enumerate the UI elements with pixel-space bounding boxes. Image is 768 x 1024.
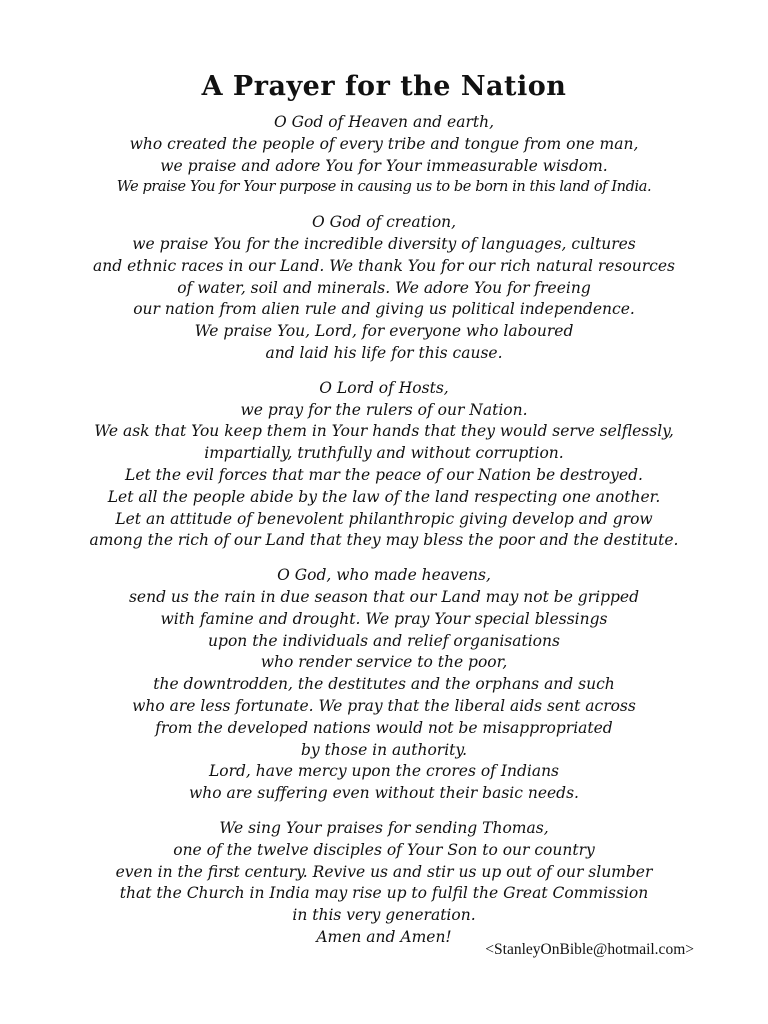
stanza-line: and ethnic races in our Land. We thank You for our rich natural resources [93,256,675,275]
stanza-line: We praise You for Your purpose in causing us to be born in this land of India. [116,179,652,196]
stanza-2 [0,212,768,365]
stanza-line: who render service to the poor, [260,653,508,672]
stanza-line: who created the people of every tribe and tongue from one man, [129,134,639,153]
stanza-line: send us the rain in due season that our Land may not be gripped [128,587,640,606]
stanza-1 [0,112,768,199]
stanza-line: we praise and adore You for Your immeasurable wisdom. [160,156,608,175]
stanza-line: our nation from alien rule and giving us political independence. [133,300,635,319]
stanza-line: of water, soil and minerals. We adore You for freeing [177,278,591,297]
stanza-line: We sing Your praises for sending Thomas, [219,818,549,837]
stanza-4 [0,565,768,805]
stanza-line: in this very generation. [292,906,476,925]
stanza-line: that the Church in India may rise up to fulfil the Great Commission [119,884,649,903]
prayer-body [0,112,768,962]
stanza-line: Amen and Amen! [316,927,452,946]
stanza-line: upon the individuals and relief organisations [208,631,560,650]
stanza-line: the downtrodden, the destitutes and the orphans and such [153,675,615,694]
document-title: A Prayer for the Nation [201,71,567,102]
stanza-line: among the rich of our Land that they may bless the poor and the destitute. [89,531,679,550]
stanza-line: O Lord of Hosts, [319,378,449,397]
stanza-line: who are less fortunate. We pray that the liberal aids sent across [132,696,636,715]
stanza-line: we praise You for the incredible diversity of languages, cultures [132,234,636,253]
stanza-line: and laid his life for this cause. [265,343,503,362]
stanza-line: We praise You, Lord, for everyone who laboured [194,322,574,341]
stanza-line: O God of creation, [311,213,457,232]
stanza-line: Let all the people abide by the law of the land respecting one another. [107,487,661,506]
stanza-line: Lord, have mercy upon the crores of Indians [208,762,560,781]
stanza-line: Let the evil forces that mar the peace of our Nation be destroyed. [125,465,643,484]
stanza-line: O God of Heaven and earth, [274,113,494,131]
stanza-line: who are suffering even without their basic needs. [189,784,579,803]
stanza-line: Let an attitude of benevolent philanthropic giving develop and grow [115,509,653,528]
stanza-5 [0,818,768,949]
stanza-line: even in the first century. Revive us and stir us up out of our slumber [115,862,653,881]
stanza-3 [0,378,768,552]
stanza-line: O God, who made heavens, [277,566,491,585]
stanza-line: with famine and drought. We pray Your special blessings [160,609,608,628]
stanza-line: one of the twelve disciples of Your Son to our country [173,840,595,859]
stanza-line: from the developed nations would not be misappropriated [155,718,613,737]
author-email: <StanleyOnBible@hotmail.com> [485,941,694,958]
stanza-line: by those in authority. [300,740,468,759]
stanza-line: we pray for the rulers of our Nation. [240,400,528,419]
stanza-line: impartially, truthfully and without corruption. [204,444,564,463]
stanza-line: We ask that You keep them in Your hands that they would serve selflessly, [94,422,674,441]
